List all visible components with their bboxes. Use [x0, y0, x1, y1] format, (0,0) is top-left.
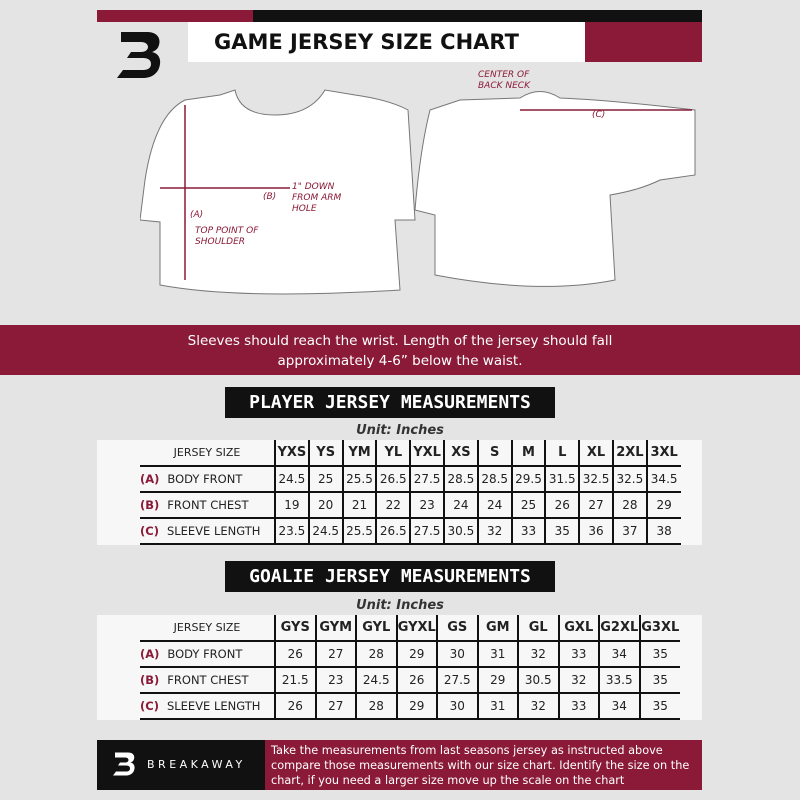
size-column-header: G3XL — [640, 615, 681, 641]
row-label — [140, 641, 275, 667]
size-column-header: XL — [579, 440, 613, 466]
measurement-cell: 26.5 — [376, 466, 410, 492]
measurement-cell: 30.5 — [444, 518, 478, 544]
row-name: SLEEVE LENGTH — [166, 699, 261, 713]
size-column-header: YL — [376, 440, 410, 466]
header-row — [140, 615, 680, 641]
row-name: FRONT CHEST — [167, 673, 249, 687]
row-label — [140, 693, 275, 719]
goalie-size-table — [140, 615, 680, 720]
center-back-neck-label: CENTER OF BACK NECK — [478, 70, 530, 91]
page-title: GAME JERSEY SIZE CHART — [188, 22, 585, 62]
measurement-cell: 27.5 — [437, 667, 478, 693]
breakaway-logo-icon — [112, 750, 138, 778]
measurement-cell: 22 — [376, 492, 410, 518]
top-point-label: TOP POINT OF SHOULDER — [195, 226, 259, 247]
player-section-title: PLAYER JERSEY MEASUREMENTS — [225, 387, 555, 418]
row-code: (B) — [140, 673, 160, 687]
measurement-cell: 33 — [512, 518, 546, 544]
top-black-bar — [253, 10, 702, 22]
measurement-cell: 38 — [647, 518, 681, 544]
label-b: (B) — [263, 192, 277, 202]
measurement-cell: 27.5 — [410, 466, 444, 492]
measurement-cell: 23 — [316, 667, 357, 693]
measurement-cell: 27 — [579, 492, 613, 518]
goalie-table-container — [97, 615, 702, 720]
footer-note: Take the measurements from last seasons jersey as instructed above compare those measurements with our size chart. Identify the size on the chart, if you need a larger size move up the scale on the chart — [265, 740, 702, 790]
measurement-cell: 32 — [518, 641, 559, 667]
measurement-cell: 25.5 — [343, 518, 377, 544]
back-jersey — [415, 92, 695, 287]
measurement-cell: 23.5 — [275, 518, 309, 544]
measurement-cell: 26 — [275, 693, 316, 719]
size-column-header: GYXL — [397, 615, 438, 641]
measurement-cell: 34 — [599, 641, 640, 667]
measurement-cell: 23 — [410, 492, 444, 518]
measurement-cell: 32 — [478, 518, 512, 544]
top-accent-bar — [97, 10, 253, 22]
label-a: (A) — [190, 210, 204, 220]
measurement-cell: 26 — [397, 667, 438, 693]
front-jersey — [140, 90, 415, 294]
size-column-header: GM — [478, 615, 519, 641]
row-name: FRONT CHEST — [167, 498, 249, 512]
measurement-cell: 35 — [545, 518, 579, 544]
brand-name: BREAKAWAY — [147, 758, 246, 771]
row-label — [140, 466, 275, 492]
size-column-header: YXS — [275, 440, 309, 466]
measurement-cell: 35 — [640, 641, 681, 667]
measurement-cell: 25 — [512, 492, 546, 518]
row-label — [140, 667, 275, 693]
jersey-diagram — [140, 70, 700, 300]
size-column-header: G2XL — [599, 615, 640, 641]
row-code: (A) — [140, 647, 160, 661]
measurement-cell: 28 — [356, 641, 397, 667]
measurement-cell: 29 — [478, 667, 519, 693]
size-column-header: GYM — [316, 615, 357, 641]
measurement-cell: 28 — [613, 492, 647, 518]
measurement-cell: 19 — [275, 492, 309, 518]
table-row — [140, 693, 680, 719]
measurement-cell: 28 — [356, 693, 397, 719]
measurement-cell: 24.5 — [275, 466, 309, 492]
measurement-cell: 31 — [478, 641, 519, 667]
measurement-cell: 26 — [275, 641, 316, 667]
size-column-header: GL — [518, 615, 559, 641]
size-column-header: YXL — [410, 440, 444, 466]
measurement-cell: 33 — [559, 641, 600, 667]
table-row — [140, 667, 680, 693]
measurement-cell: 25.5 — [343, 466, 377, 492]
measurement-cell: 24.5 — [309, 518, 343, 544]
header-row — [140, 440, 681, 466]
measurement-cell: 27 — [316, 693, 357, 719]
fit-instructions-text: Sleeves should reach the wrist. Length of the jersey should fall approximately 4-6” below the waist. — [187, 333, 613, 369]
measurement-cell: 24 — [478, 492, 512, 518]
measurement-cell: 30 — [437, 641, 478, 667]
measurement-cell: 24 — [444, 492, 478, 518]
player-unit: Unit: Inches — [356, 423, 444, 438]
row-name: SLEEVE LENGTH — [166, 524, 261, 538]
measurement-cell: 20 — [309, 492, 343, 518]
measurement-cell: 33.5 — [599, 667, 640, 693]
goalie-section-title: GOALIE JERSEY MEASUREMENTS — [225, 561, 555, 592]
row-code: (C) — [140, 524, 159, 538]
measurement-cell: 27 — [316, 641, 357, 667]
measurement-cell: 32 — [518, 693, 559, 719]
measurement-cell: 28.5 — [478, 466, 512, 492]
row-name: BODY FRONT — [167, 647, 243, 661]
size-column-header: 3XL — [647, 440, 681, 466]
measurement-cell: 31 — [478, 693, 519, 719]
measurement-cell: 37 — [613, 518, 647, 544]
measurement-cell: 31.5 — [545, 466, 579, 492]
measurement-cell: 30 — [437, 693, 478, 719]
measurement-cell: 21 — [343, 492, 377, 518]
size-column-header: YS — [309, 440, 343, 466]
player-table-container — [97, 440, 702, 545]
fit-instructions-banner — [0, 325, 800, 375]
table-row — [140, 466, 681, 492]
measurement-cell: 28.5 — [444, 466, 478, 492]
size-column-header: GYL — [356, 615, 397, 641]
size-header: JERSEY SIZE — [140, 440, 275, 466]
title-accent-block — [585, 22, 702, 62]
table-row — [140, 518, 681, 544]
table-row — [140, 641, 680, 667]
goalie-unit: Unit: Inches — [356, 598, 444, 613]
row-code: (C) — [140, 699, 159, 713]
size-column-header: M — [512, 440, 546, 466]
measurement-cell: 25 — [309, 466, 343, 492]
player-size-table — [140, 440, 681, 545]
measurement-cell: 32.5 — [579, 466, 613, 492]
measurement-cell: 35 — [640, 667, 681, 693]
measurement-cell: 24.5 — [356, 667, 397, 693]
label-c: (C) — [592, 110, 606, 120]
measurement-cell: 32 — [559, 667, 600, 693]
size-column-header: XS — [444, 440, 478, 466]
footer-brand — [97, 740, 265, 790]
size-column-header: GYS — [275, 615, 316, 641]
size-column-header: GXL — [559, 615, 600, 641]
one-inch-down-label: 1" DOWN FROM ARM HOLE — [292, 182, 342, 214]
measurement-cell: 26.5 — [376, 518, 410, 544]
table-row — [140, 492, 681, 518]
size-column-header: YM — [343, 440, 377, 466]
measurement-cell: 26 — [545, 492, 579, 518]
measurement-cell: 21.5 — [275, 667, 316, 693]
row-code: (A) — [140, 472, 160, 486]
measurement-cell: 34 — [599, 693, 640, 719]
measurement-cell: 30.5 — [518, 667, 559, 693]
measurement-cell: 33 — [559, 693, 600, 719]
measurement-cell: 36 — [579, 518, 613, 544]
measurement-cell: 29 — [397, 641, 438, 667]
size-header: JERSEY SIZE — [140, 615, 275, 641]
size-column-header: L — [545, 440, 579, 466]
measurement-cell: 29.5 — [512, 466, 546, 492]
size-column-header: 2XL — [613, 440, 647, 466]
measurement-cell: 35 — [640, 693, 681, 719]
measurement-cell: 29 — [647, 492, 681, 518]
measurement-cell: 27.5 — [410, 518, 444, 544]
row-label — [140, 518, 275, 544]
row-label — [140, 492, 275, 518]
size-column-header: GS — [437, 615, 478, 641]
row-code: (B) — [140, 498, 160, 512]
size-column-header: S — [478, 440, 512, 466]
row-name: BODY FRONT — [167, 472, 243, 486]
measurement-cell: 29 — [397, 693, 438, 719]
measurement-cell: 34.5 — [647, 466, 681, 492]
measurement-cell: 32.5 — [613, 466, 647, 492]
